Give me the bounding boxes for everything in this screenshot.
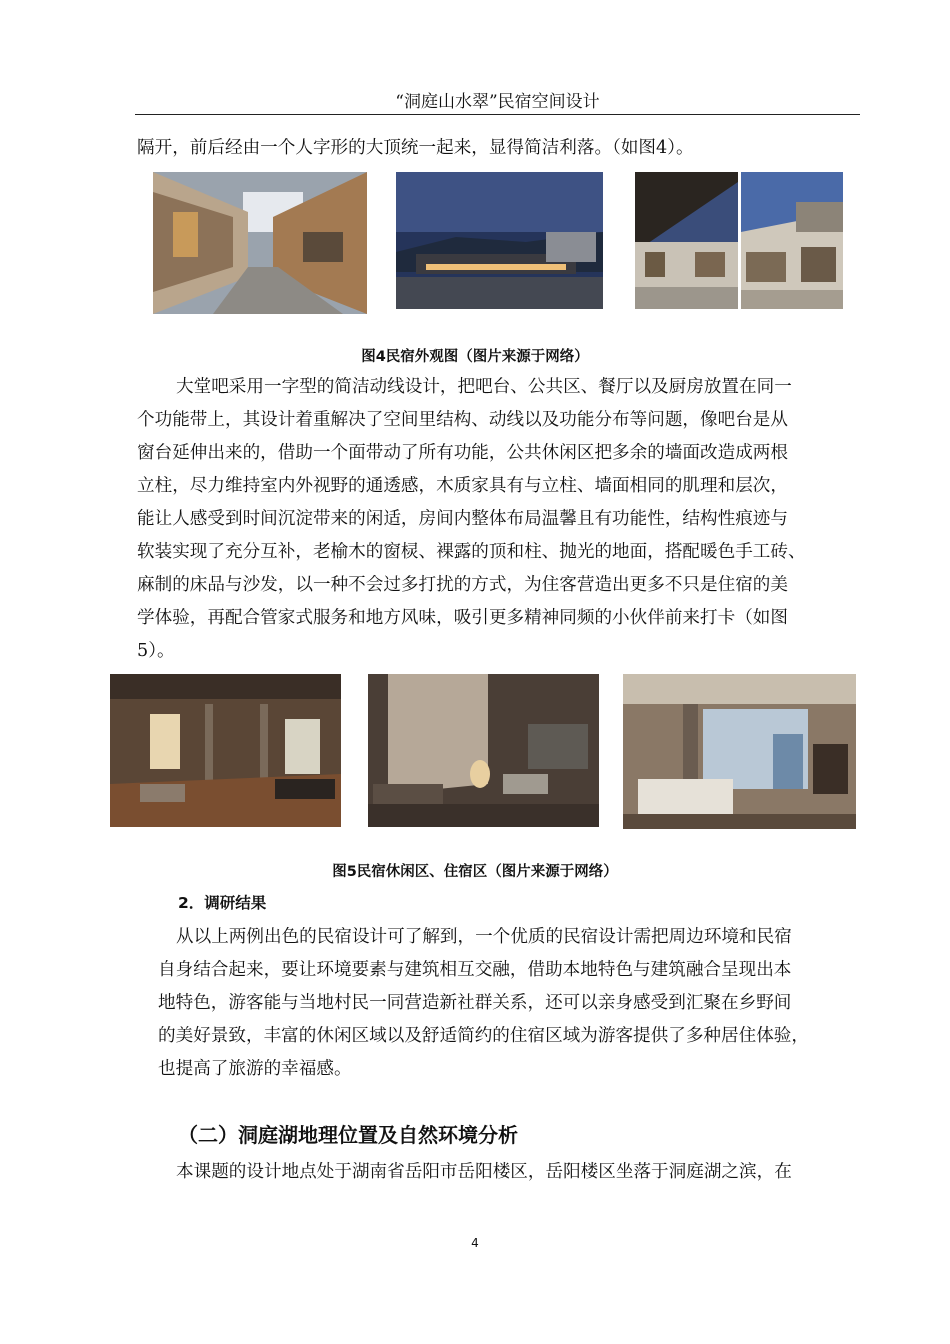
bedroom-dim-photo (368, 674, 599, 827)
header-rule (135, 114, 860, 115)
body-text-line: 的美好景致，丰富的休闲区域以及舒适简约的住宿区域为游客提供了多种居住体验， (158, 1026, 809, 1046)
subsection-title: 2．调研结果 (178, 894, 267, 912)
body-text-line: 自身结合起来，要让环境要素与建筑相互交融，借助本地特色与建筑融合呈现出本 (158, 960, 792, 980)
body-text-line: 5）。 (137, 641, 175, 661)
bedroom-window-photo (623, 674, 856, 829)
body-text-line: 麻制的床品与沙发，以一种不会过多打扰的方式，为住客营造出更多不只是住宿的美 (137, 575, 788, 595)
body-text-line: 软装实现了充分互补，老榆木的窗棂、裸露的顶和柱、抛光的地面，搭配暖色手工砖、 (137, 542, 806, 562)
body-text-line: 本课题的设计地点处于湖南省岳阳市岳阳楼区，岳阳楼区坐落于洞庭湖之滨，在 (176, 1162, 792, 1182)
body-text-line: 能让人感受到时间沉淀带来的闲适，房间内整体布局温馨且有功能性，结构性痕迹与 (137, 509, 788, 529)
roof-courtyard-photo-left (635, 172, 738, 309)
running-header: “洞庭山水翠”民宿空间设计 (395, 92, 600, 112)
courtyard-corridor-photo (153, 172, 367, 314)
body-text-line: 也提高了旅游的幸福感。 (158, 1059, 352, 1079)
section-title: （二）洞庭湖地理位置及自然环境分析 (178, 1123, 518, 1147)
figure-4-caption: 图4民宿外观图（图片来源于网络） (361, 349, 589, 365)
body-text-line: 地特色，游客能与当地村民一同营造新社群关系，还可以亲身感受到汇聚在乡野间 (158, 993, 792, 1013)
night-exterior-photo (396, 172, 603, 309)
body-text-line: 立柱，尽力维持室内外视野的通透感，木质家具有与立柱、墙面相同的肌理和层次， (137, 476, 788, 496)
body-text-line: 学体验，再配合管家式服务和地方风味，吸引更多精神同频的小伙伴前来打卡（如图 (137, 608, 788, 628)
body-text-line: 从以上两例出色的民宿设计可了解到，一个优质的民宿设计需把周边环境和民宿 (176, 927, 792, 947)
body-text-line: 大堂吧采用一字型的简洁动线设计，把吧台、公共区、餐厅以及厨房放置在同一 (176, 377, 792, 397)
body-text-line: 窗台延伸出来的，借助一个面带动了所有功能，公共休闲区把多余的墙面改造成两根 (137, 443, 788, 463)
body-text-line: 个功能带上，其设计着重解决了空间里结构、动线以及功能分布等问题，像吧台是从 (137, 410, 788, 430)
lounge-interior-photo (110, 674, 341, 827)
figure-5-caption: 图5民宿休闲区、住宿区（图片来源于网络） (332, 864, 618, 880)
roof-courtyard-photo-right (741, 172, 843, 309)
page-number: 4 (471, 1236, 479, 1250)
body-text-line: 隔开，前后经由一个人字形的大顶统一起来，显得简洁利落。（如图4）。 (137, 138, 694, 158)
